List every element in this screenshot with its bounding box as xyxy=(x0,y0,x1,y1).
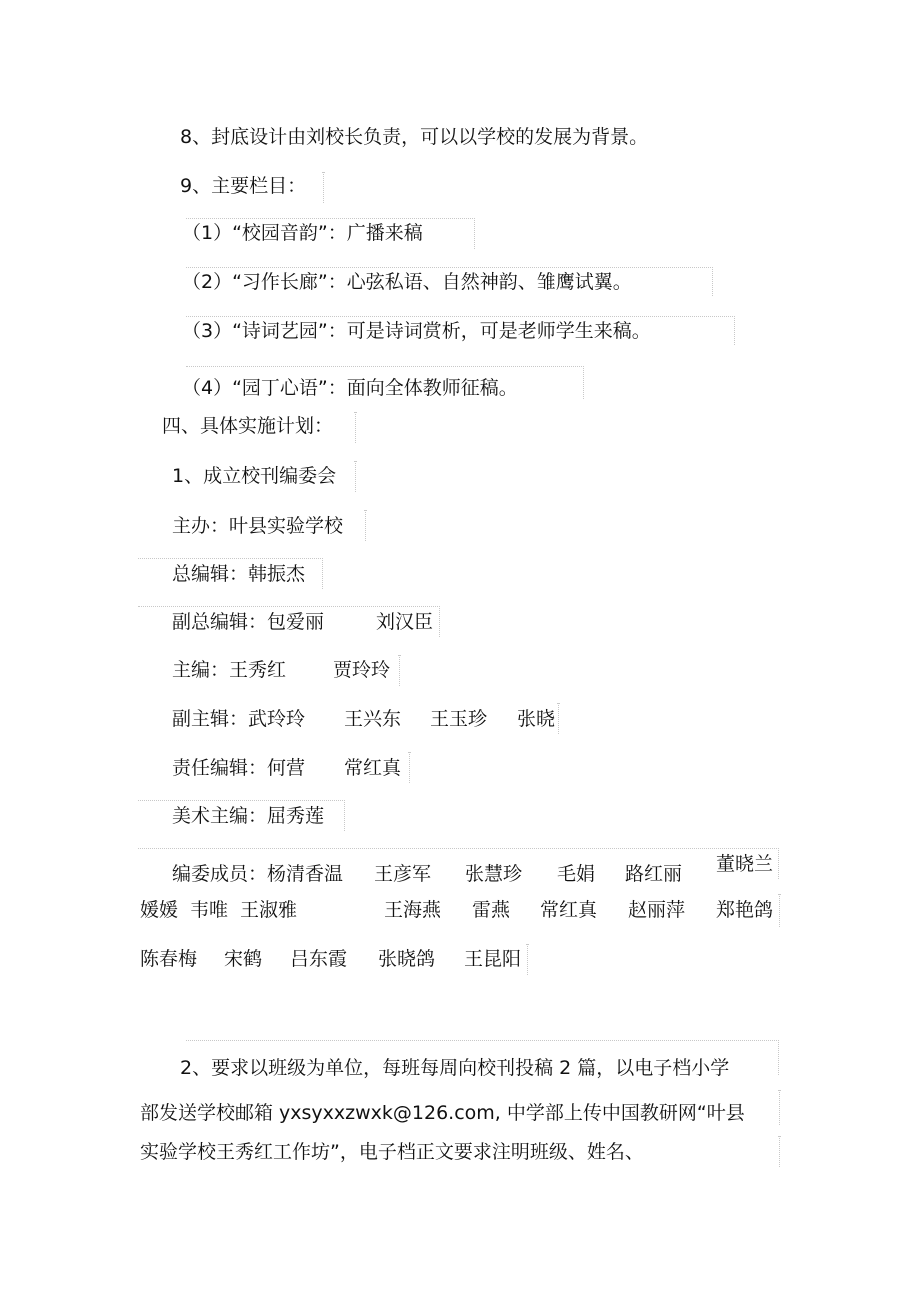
cell-border xyxy=(364,510,366,541)
member-name: 韦唯 xyxy=(190,899,229,921)
member-name: 陈春梅 xyxy=(140,948,198,970)
step-2-line-1: 2、要求以班级为单位，每班每周向校刊投稿 2 篇，以电子档小学 xyxy=(180,1057,730,1079)
step-1-heading: 1、成立校刊编委会 xyxy=(172,465,337,487)
member-name: 毛娟 xyxy=(557,863,596,885)
section-4-heading: 四、具体实施计划： xyxy=(162,415,334,437)
step-2-line-2: 部发送学校邮箱 yxsyxxzwxk@126.com, 中学部上传中国教研网“叶县 xyxy=(140,1102,745,1124)
member-name: 赵丽萍 xyxy=(628,899,686,921)
editor-name: 贾玲玲 xyxy=(333,659,391,681)
cell-border xyxy=(398,655,400,686)
member-name: 郑艳鸽 xyxy=(716,899,774,921)
cell-border xyxy=(354,412,356,443)
host-line: 主办：叶县实验学校 xyxy=(172,515,344,537)
members-label: 编委成员：杨清香温 xyxy=(172,863,344,885)
member-name: 王昆阳 xyxy=(464,948,522,970)
member-name: 王海燕 xyxy=(384,899,442,921)
chief-editor-line: 总编辑：韩振杰 xyxy=(172,563,306,585)
member-name: 常红真 xyxy=(540,899,598,921)
column-1: （1）“校园音韵”：广播来稿 xyxy=(182,222,423,244)
deputy-editor-name: 王兴东 xyxy=(344,708,402,730)
deputy-chief-label: 副总编辑：包爱丽 xyxy=(172,611,325,633)
member-name: 路红丽 xyxy=(625,863,683,885)
cell-border xyxy=(354,461,356,492)
deputy-editor-name: 张晓 xyxy=(517,708,556,730)
member-name: 宋鹤 xyxy=(224,948,263,970)
member-name: 雷燕 xyxy=(472,899,511,921)
step-2-line-3: 实验学校王秀红工作坊”，电子档正文要求注明班级、姓名、 xyxy=(140,1141,644,1163)
responsible-editor-label: 责任编辑：何营 xyxy=(172,757,306,779)
cell-border xyxy=(557,703,559,734)
member-name: 张慧珍 xyxy=(465,863,523,885)
cell-border xyxy=(408,752,410,783)
item-9: 9、主要栏目： xyxy=(180,175,307,197)
column-3: （3）“诗词艺园”：可是诗词赏析，可是老师学生来稿。 xyxy=(182,320,651,342)
member-name-raised: 董晓兰 xyxy=(716,853,774,875)
cell-border xyxy=(778,1136,780,1167)
column-2: （2）“习作长廊”：心弦私语、自然神韵、雏鹰试翼。 xyxy=(182,271,632,293)
member-name: 吕东霞 xyxy=(290,948,348,970)
art-editor-line: 美术主编：屈秀莲 xyxy=(172,805,325,827)
member-name: 张晓鸽 xyxy=(378,948,436,970)
responsible-editor-name: 常红真 xyxy=(344,757,402,779)
item-8: 8、封底设计由刘校长负责，可以以学校的发展为背景。 xyxy=(180,126,649,148)
cell-border xyxy=(526,944,528,975)
editor-label: 主编：王秀红 xyxy=(172,659,287,681)
deputy-editor-name: 王玉珍 xyxy=(430,708,488,730)
cell-border xyxy=(778,1090,780,1125)
member-name: 王淑雅 xyxy=(240,899,298,921)
deputy-chief-name: 刘汉臣 xyxy=(376,611,434,633)
cell-border xyxy=(778,894,780,927)
member-name: 王彦军 xyxy=(374,863,432,885)
cell-border xyxy=(322,172,324,203)
member-name: 媛媛 xyxy=(140,899,179,921)
deputy-editor-label: 副主辑：武玲玲 xyxy=(172,708,306,730)
column-4: （4）“园丁心语”：面向全体教师征稿。 xyxy=(182,377,518,399)
